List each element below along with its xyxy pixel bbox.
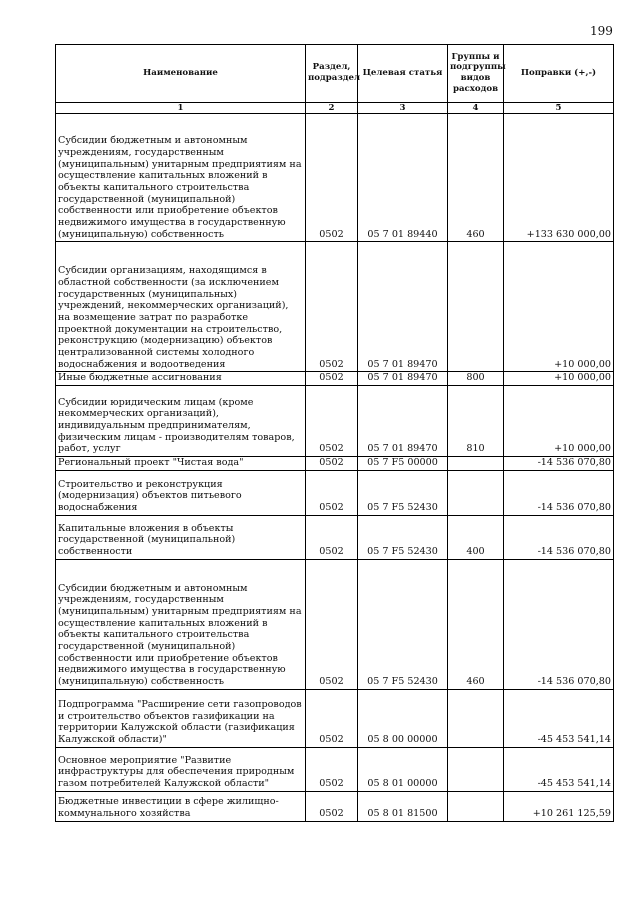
row-group: 400 bbox=[448, 515, 504, 559]
row-section: 0502 bbox=[306, 689, 358, 747]
row-group bbox=[448, 470, 504, 515]
row-group: 460 bbox=[448, 114, 504, 242]
row-group bbox=[448, 457, 504, 471]
column-number: 1 bbox=[56, 103, 306, 114]
row-target: 05 7 01 89440 bbox=[358, 114, 448, 242]
row-target: 05 7 F5 00000 bbox=[358, 457, 448, 471]
row-section: 0502 bbox=[306, 114, 358, 242]
table-row bbox=[56, 747, 614, 791]
row-name: Основное мероприятие "Развитие инфраструктуры для обеспечения природным газом потребителей Калужской области" bbox=[56, 747, 306, 791]
header-amendments: Поправки (+,-) bbox=[504, 45, 614, 103]
header-groups: Группы и подгруппы видов расходов bbox=[448, 45, 504, 103]
row-group bbox=[448, 747, 504, 791]
header-section: Раздел, подраздел bbox=[306, 45, 358, 103]
column-number: 3 bbox=[358, 103, 448, 114]
row-amount: -14 536 070,80 bbox=[504, 470, 614, 515]
row-group: 810 bbox=[448, 386, 504, 457]
table-row bbox=[56, 791, 614, 821]
row-name: Иные бюджетные ассигнования bbox=[56, 372, 306, 386]
table-row bbox=[56, 515, 614, 559]
row-amount: -45 453 541,14 bbox=[504, 747, 614, 791]
row-section: 0502 bbox=[306, 559, 358, 689]
table-row bbox=[56, 689, 614, 747]
row-amount: -14 536 070,80 bbox=[504, 457, 614, 471]
row-target: 05 7 F5 52430 bbox=[358, 470, 448, 515]
row-amount: +10 261 125,59 bbox=[504, 791, 614, 821]
row-amount: +10 000,00 bbox=[504, 242, 614, 372]
table-row bbox=[56, 114, 614, 242]
header-name: Наименование bbox=[56, 45, 306, 103]
page-number: 199 bbox=[590, 24, 613, 38]
row-amount: +133 630 000,00 bbox=[504, 114, 614, 242]
row-name: Региональный проект "Чистая вода" bbox=[56, 457, 306, 471]
column-number: 2 bbox=[306, 103, 358, 114]
row-name: Субсидии юридическим лицам (кроме некоммерческих организаций), индивидуальным предпринимателям, физическим лицам - производителям товаров, работ, услуг bbox=[56, 386, 306, 457]
table-row bbox=[56, 470, 614, 515]
row-target: 05 8 00 00000 bbox=[358, 689, 448, 747]
row-name: Бюджетные инвестиции в сфере жилищно-коммунального хозяйства bbox=[56, 791, 306, 821]
row-group: 460 bbox=[448, 559, 504, 689]
row-section: 0502 bbox=[306, 386, 358, 457]
budget-amendments-table bbox=[55, 44, 614, 822]
row-section: 0502 bbox=[306, 515, 358, 559]
row-name: Субсидии бюджетным и автономным учреждениям, государственным (муниципальным) унитарным предприятиям на осуществление капитальных вложений в объекты капитального строительства государственной (муниципальной) собственности или приобретение объектов недвижимого имущества в государственную (муниципальную) собственность bbox=[56, 559, 306, 689]
header-row bbox=[56, 45, 614, 103]
row-group bbox=[448, 791, 504, 821]
column-number: 5 bbox=[504, 103, 614, 114]
row-target: 05 7 F5 52430 bbox=[358, 515, 448, 559]
row-amount: -14 536 070,80 bbox=[504, 515, 614, 559]
row-amount: -45 453 541,14 bbox=[504, 689, 614, 747]
row-group bbox=[448, 242, 504, 372]
row-name: Субсидии организациям, находящимся в областной собственности (за исключением государственных (муниципальных) учреждений, некоммерческих организаций), на возмещение затрат по разработке проектной документации на строительство, реконструкцию (модернизацию) объектов централизованной системы холодного водоснабжения и водоотведения bbox=[56, 242, 306, 372]
row-target: 05 7 01 89470 bbox=[358, 242, 448, 372]
row-name: Субсидии бюджетным и автономным учреждениям, государственным (муниципальным) унитарным предприятиям на осуществление капитальных вложений в объекты капитального строительства государственной (муниципальной) собственности или приобретение объектов недвижимого имущества в государственную (муниципальную) собственность bbox=[56, 114, 306, 242]
row-section: 0502 bbox=[306, 747, 358, 791]
table-row bbox=[56, 386, 614, 457]
row-section: 0502 bbox=[306, 457, 358, 471]
row-amount: -14 536 070,80 bbox=[504, 559, 614, 689]
row-section: 0502 bbox=[306, 791, 358, 821]
row-section: 0502 bbox=[306, 242, 358, 372]
table-row bbox=[56, 457, 614, 471]
row-name: Капитальные вложения в объекты государственной (муниципальной) собственности bbox=[56, 515, 306, 559]
row-name: Подпрограмма "Расширение сети газопроводов и строительство объектов газификации на территории Калужской области (газификация Калужской области)" bbox=[56, 689, 306, 747]
row-group bbox=[448, 689, 504, 747]
row-amount: +10 000,00 bbox=[504, 372, 614, 386]
row-target: 05 8 01 81500 bbox=[358, 791, 448, 821]
column-number: 4 bbox=[448, 103, 504, 114]
row-target: 05 8 01 00000 bbox=[358, 747, 448, 791]
row-target: 05 7 01 89470 bbox=[358, 386, 448, 457]
row-section: 0502 bbox=[306, 470, 358, 515]
table-row bbox=[56, 372, 614, 386]
row-target: 05 7 01 89470 bbox=[358, 372, 448, 386]
row-target: 05 7 F5 52430 bbox=[358, 559, 448, 689]
row-section: 0502 bbox=[306, 372, 358, 386]
row-amount: +10 000,00 bbox=[504, 386, 614, 457]
header-target: Целевая статья bbox=[358, 45, 448, 103]
row-group: 800 bbox=[448, 372, 504, 386]
table-row bbox=[56, 559, 614, 689]
table-row bbox=[56, 242, 614, 372]
column-number-row bbox=[56, 103, 614, 114]
row-name: Строительство и реконструкция (модернизация) объектов питьевого водоснабжения bbox=[56, 470, 306, 515]
